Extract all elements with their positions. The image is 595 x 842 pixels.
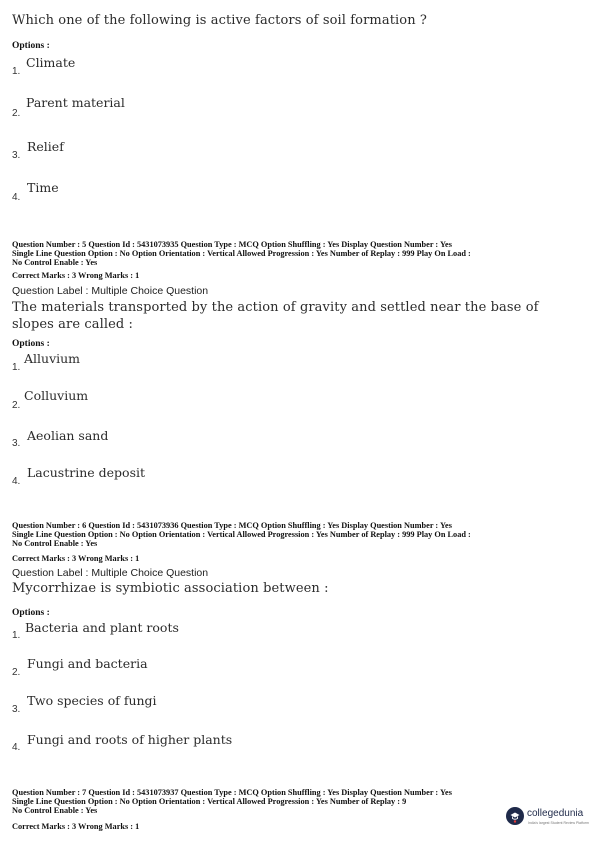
option-text: Parent material bbox=[26, 95, 125, 110]
option-text: Aeolian sand bbox=[27, 428, 109, 443]
options-label: Options : bbox=[12, 339, 50, 349]
question-label: Question Label : Multiple Choice Question bbox=[12, 567, 209, 579]
options-label: Options : bbox=[12, 41, 50, 51]
options-label: Options : bbox=[12, 608, 50, 618]
option-number: 2. bbox=[12, 108, 21, 119]
option-text: Climate bbox=[26, 55, 76, 70]
question-5-text-line-2: slopes are called : bbox=[12, 317, 134, 332]
logo-badge-icon bbox=[506, 807, 524, 825]
option-number: 3. bbox=[12, 704, 21, 715]
option-text: Time bbox=[27, 180, 59, 195]
option-text: Alluvium bbox=[24, 351, 81, 366]
option-text: Fungi and roots of higher plants bbox=[27, 732, 233, 747]
option-text: Bacteria and plant roots bbox=[25, 620, 179, 635]
option-number: 1. bbox=[12, 66, 21, 77]
question-meta: Question Number : 5 Question Id : 5431073935 Question Type : MCQ Option Shuffling : Yes Display Question Number : Yes Single Line Question Option : No Option Orientation : Vertical Allowed Progression : Yes Number of Replay : 999 Play On Load : No Control Enable : Yes bbox=[12, 240, 471, 267]
collegedunia-logo bbox=[506, 806, 590, 830]
option-number: 1. bbox=[12, 362, 21, 373]
option-text: Relief bbox=[27, 139, 64, 154]
question-5-text-line-1: The materials transported by the action of gravity and settled near the base of bbox=[12, 300, 539, 315]
question-4-text: Which one of the following is active factors of soil formation ? bbox=[12, 13, 427, 28]
question-marks: Correct Marks : 3 Wrong Marks : 1 bbox=[12, 271, 140, 280]
option-number: 2. bbox=[12, 400, 21, 411]
question-marks: Correct Marks : 3 Wrong Marks : 1 bbox=[12, 822, 140, 831]
question-label: Question Label : Multiple Choice Question bbox=[12, 285, 209, 297]
option-text: Lacustrine deposit bbox=[27, 465, 145, 480]
logo-tagline: India's largest Student Review Platform bbox=[528, 821, 589, 825]
option-number: 3. bbox=[12, 150, 21, 161]
option-text: Colluvium bbox=[24, 388, 89, 403]
option-number: 2. bbox=[12, 667, 21, 678]
option-text: Fungi and bacteria bbox=[27, 656, 148, 671]
option-number: 4. bbox=[12, 742, 21, 753]
option-number: 4. bbox=[12, 476, 21, 487]
question-6-text: Mycorrhizae is symbiotic association between : bbox=[12, 581, 329, 596]
option-number: 1. bbox=[12, 630, 21, 641]
logo-name: collegedunia bbox=[527, 808, 584, 819]
option-number: 4. bbox=[12, 192, 21, 203]
question-meta: Question Number : 7 Question Id : 5431073937 Question Type : MCQ Option Shuffling : Yes Display Question Number : Yes Single Line Question Option : No Option Orientation : Vertical Allowed Progression : Yes Number of Replay : 9 No Control Enable : Yes bbox=[12, 788, 452, 815]
question-meta: Question Number : 6 Question Id : 5431073936 Question Type : MCQ Option Shuffling : Yes Display Question Number : Yes Single Line Question Option : No Option Orientation : Vertical Allowed Progression : Yes Number of Replay : 999 Play On Load : No Control Enable : Yes bbox=[12, 521, 471, 548]
question-marks: Correct Marks : 3 Wrong Marks : 1 bbox=[12, 554, 140, 563]
option-number: 3. bbox=[12, 438, 21, 449]
option-text: Two species of fungi bbox=[27, 693, 157, 708]
